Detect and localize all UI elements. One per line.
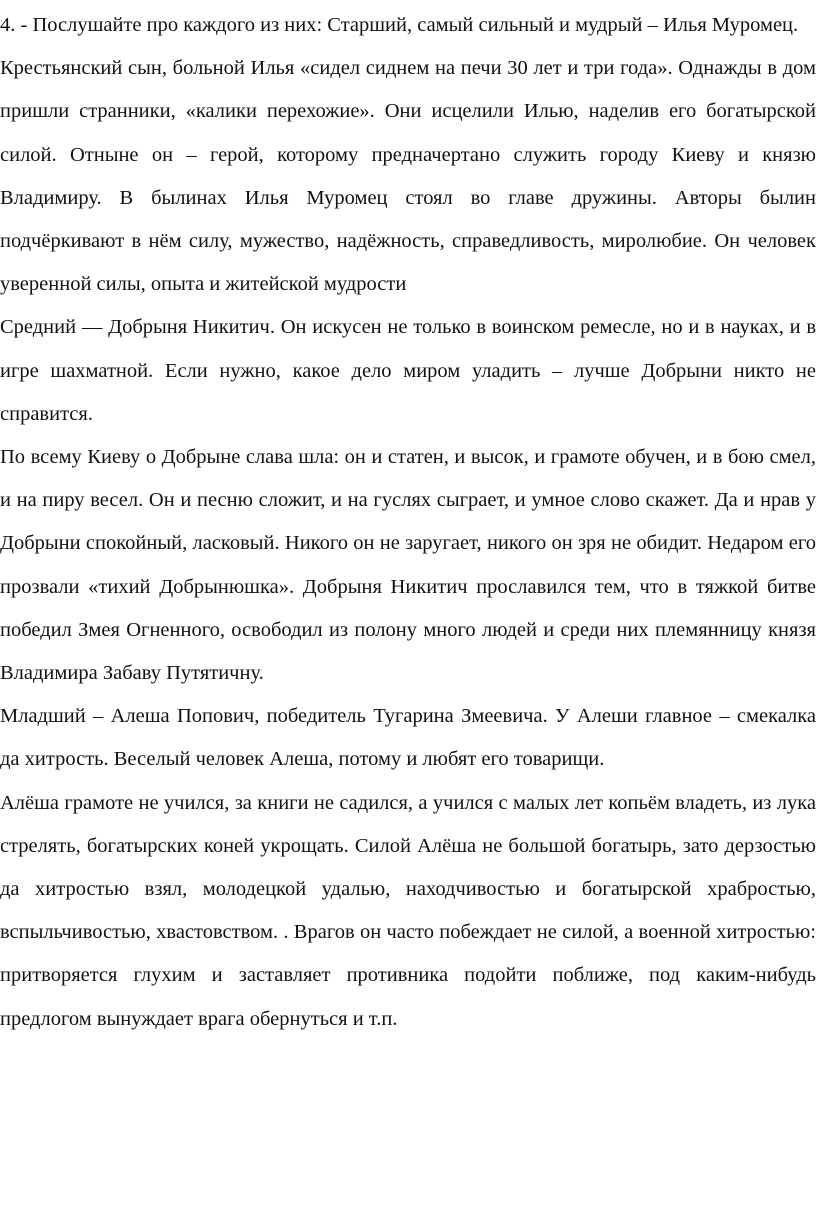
- paragraph-dobrynya-intro: Средний — Добрыня Никитич. Он искусен не только в воинском ремесле, но и в науках, и в игре шахматной. Если нужно, какое дело миром уладить – лучше Добрыни никто не справится.: [0, 316, 816, 425]
- paragraph-intro: 4. - Послушайте про каждого из них: Старший, самый сильный и мудрый – Илья Муромец.: [0, 14, 799, 36]
- paragraph-alyosha-intro: Младший – Алеша Попович, победитель Тугарина Змеевича. У Алеши главное – смекалка да хитрость. Веселый человек Алеша, потому и любят его товарищи.: [0, 705, 816, 771]
- paragraph-ilya-muromets: Крестьянский сын, больной Илья «сидел сиднем на печи 30 лет и три года». Однажды в дом пришли странники, «калики перехожие». Они исцелили Илью, наделив его богатырской силой. Отныне он – герой, которому предначертано служить городу Киеву и князю Владимиру. В былинах Илья Муромец стоял во главе дружины. Авторы былин подчёркивают в нём силу, мужество, надёжность, справедливость, миролюбие. Он человек уверенной силы, опыта и житейской мудрости: [0, 57, 816, 296]
- paragraph-alyosha-details: Алёша грамоте не учился, за книги не садился, а учился с малых лет копьём владеть, из лука стрелять, богатырских коней укрощать. Силой Алёша не большой богатырь, зато дерзостью да хитростью взял, молодецкой удалью, находчивостью и богатырской храбростью, вспыльчивостью, хвастовством. . Врагов он часто побеждает не силой, а военной хитростью: притворяется глухим и заставляет противника подойти поближе, под каким-нибудь предлогом вынуждает врага обернуться и т.п.: [0, 791, 816, 1030]
- paragraph-dobrynya-details: По всему Киеву о Добрыне слава шла: он и статен, и высок, и грамоте обучен, и в бою смел, и на пиру весел. Он и песню сложит, и на гуслях сыграет, и умное слово скажет. Да и нрав у Добрыни спокойный, ласковый. Никого он не заругает, никого он зря не обидит. Недаром его прозвали «тихий Добрынюшка». Добрыня Никитич прославился тем, что в тяжкой битве победил Змея Огненного, освободил из полону много людей и среди них племянницу князя Владимира Забаву Путятичну.: [0, 446, 816, 685]
